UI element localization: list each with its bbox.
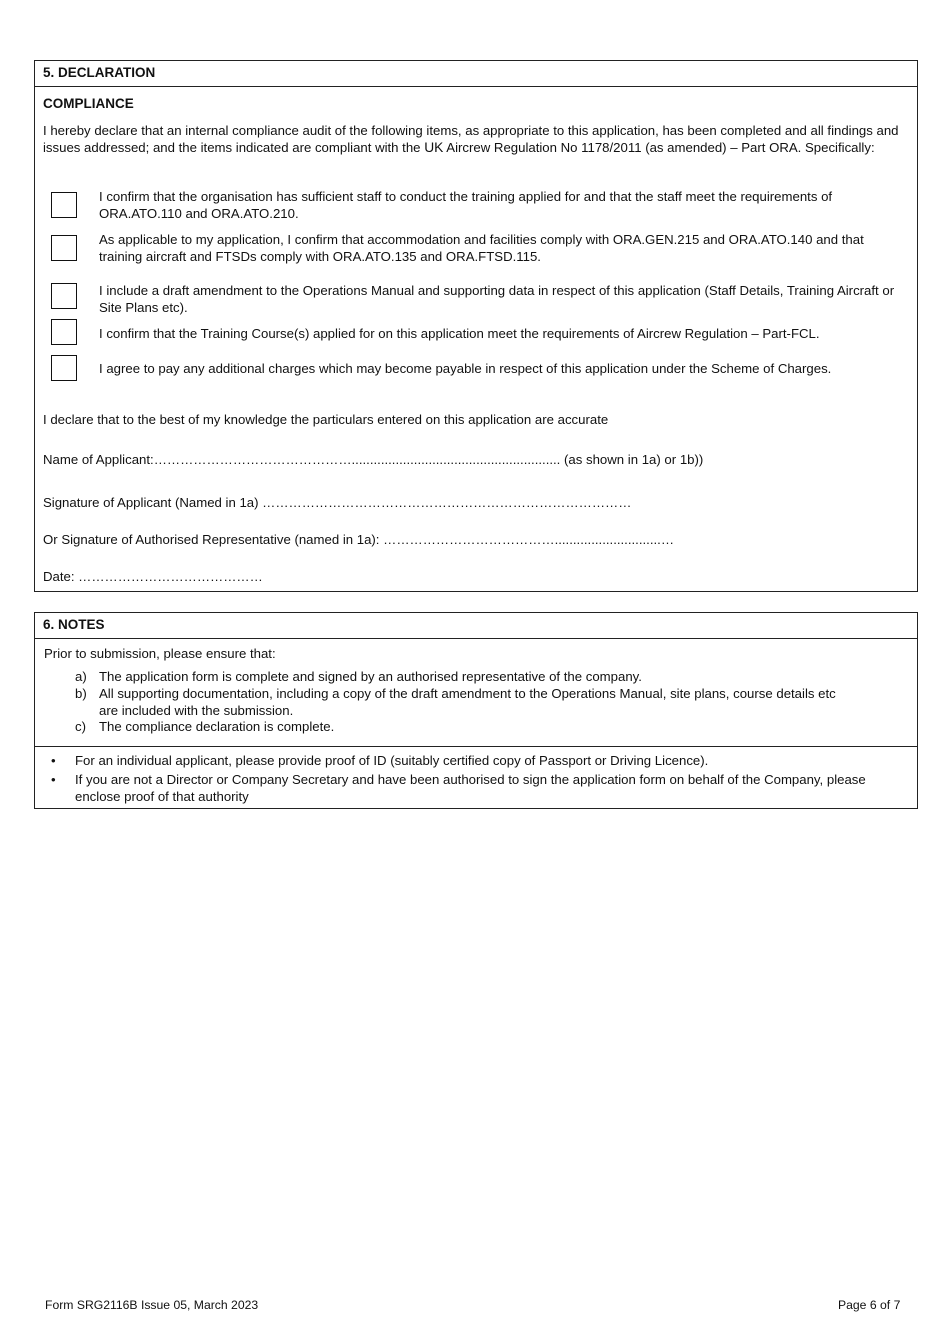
form-reference: Form SRG2116B Issue 05, March 2023 (45, 1298, 259, 1312)
notes-divider (35, 746, 917, 747)
notes-section (34, 612, 918, 809)
notes-intro: Prior to submission, please ensure that: (44, 646, 276, 661)
notes-heading: 6. NOTES (35, 613, 917, 639)
applicant-signature-field[interactable]: Signature of Applicant (Named in 1a) ………………………………………………………………………… (43, 495, 632, 510)
checklist-text: All supporting documentation, including a copy of the draft amendment to the Operations Manual, site plans, course details etc are included with the submission. (99, 686, 836, 718)
page-number: Page 6 of 7 (838, 1298, 901, 1312)
bullet-icon: • (51, 772, 56, 787)
declaration-section (34, 60, 918, 592)
representative-signature-field[interactable]: Or Signature of Authorised Representative (named in 1a): ………………………………….............................… (43, 532, 675, 547)
checklist-text: The compliance declaration is complete. (99, 719, 335, 734)
compliance-subheading: COMPLIANCE (43, 96, 134, 111)
checklist-text: The application form is complete and signed by an authorised representative of the company. (99, 669, 642, 684)
bullet-icon: • (51, 753, 56, 768)
accuracy-statement: I declare that to the best of my knowledge the particulars entered on this application are accurate (43, 412, 609, 427)
checklist-marker: a) (75, 669, 87, 684)
operations-manual-checkbox[interactable] (51, 283, 77, 309)
charges-agreement-checkbox[interactable] (51, 355, 77, 381)
checklist-marker: b) (75, 686, 87, 701)
facilities-confirmation-text: As applicable to my application, I confirm that accommodation and facilities comply with ORA.GEN.215 and ORA.ATO.140 and that training aircraft and FTSDs comply with ORA.ATO.135 and ORA.FTSD.115. (99, 232, 864, 264)
staff-confirmation-checkbox[interactable] (51, 192, 77, 218)
staff-confirmation-text: I confirm that the organisation has sufficient staff to conduct the training applied for and that the staff meet the requirements of ORA.ATO.110 and ORA.ATO.210. (99, 189, 833, 221)
compliance-intro-start: I hereby declare that an internal compliance audit of the following items, as appropriate to this application, has been completed and all findings and issues addressed; and the items indicated are compliant with the (43, 123, 899, 155)
applicant-name-field[interactable]: Name of Applicant:………………………………………......................................................... (as shown in 1a) or 1b)) (43, 452, 704, 467)
operations-manual-text: I include a draft amendment to the Operations Manual and supporting data in respect of this application (Staff Details, Training Aircraft or Site Plans etc). (99, 283, 895, 315)
compliance-intro-end: Aircrew Regulation No 1178/2011 (as amended) – Part ORA. Specifically: (443, 139, 875, 155)
compliance-intro (43, 123, 909, 156)
bullet-text: If you are not a Director or Company Secretary and have been authorised to sign the application form on behalf of the Company, please enclose proof of that authority (75, 772, 866, 804)
date-field[interactable]: Date: …………………………………… (43, 569, 263, 584)
compliance-intro-uk: UK (424, 139, 444, 155)
training-course-text: I confirm that the Training Course(s) applied for on this application meet the requirements of Aircrew Regulation – Part-FCL. (99, 326, 820, 341)
checklist-marker: c) (75, 719, 86, 734)
declaration-heading: 5. DECLARATION (35, 61, 917, 87)
facilities-confirmation-checkbox[interactable] (51, 235, 77, 261)
charges-agreement-text: I agree to pay any additional charges which may become payable in respect of this application under the Scheme of Charges. (99, 361, 832, 376)
bullet-text: For an individual applicant, please provide proof of ID (suitably certified copy of Passport or Driving Licence). (75, 753, 709, 768)
training-course-checkbox[interactable] (51, 319, 77, 345)
